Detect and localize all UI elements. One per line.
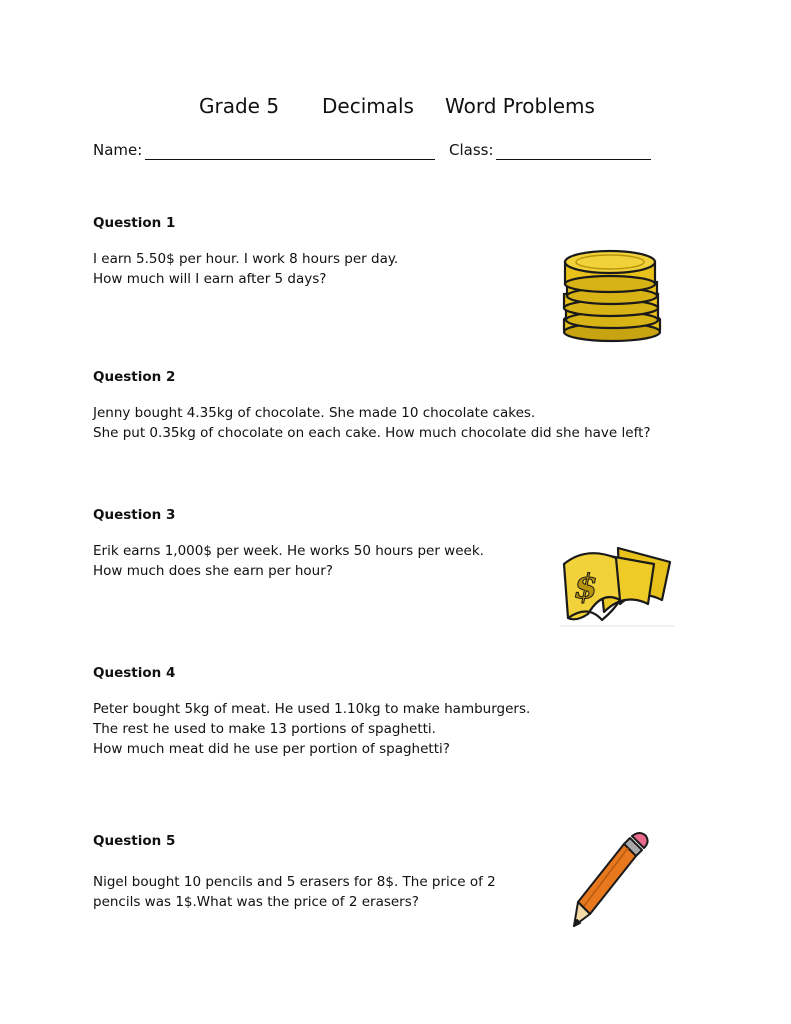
title-kind: Word Problems	[445, 94, 595, 118]
class-label: Class:	[449, 141, 494, 159]
question-5-line: pencils was 1$.What was the price of 2 erasers?	[93, 894, 419, 910]
dollar-symbol: $	[574, 567, 598, 607]
question-1-heading: Question 1	[93, 215, 176, 231]
question-3-text	[93, 541, 484, 581]
question-3-line: How much does she earn per hour?	[93, 563, 333, 579]
question-2-heading: Question 2	[93, 369, 176, 385]
question-2-line: Jenny bought 4.35kg of chocolate. She made 10 chocolate cakes.	[93, 405, 536, 421]
question-4-line: How much meat did he use per portion of spaghetti?	[93, 741, 450, 757]
coin-stack-icon	[560, 248, 665, 346]
pencil-icon	[570, 830, 654, 932]
class-field[interactable]	[496, 159, 651, 160]
question-1-line: How much will I earn after 5 days?	[93, 271, 327, 287]
question-4-text	[93, 699, 530, 759]
question-4-line: The rest he used to make 13 portions of spaghetti.	[93, 721, 436, 737]
question-3-heading: Question 3	[93, 507, 176, 523]
question-5-text	[93, 872, 496, 912]
student-info-row	[93, 141, 693, 165]
question-3-line: Erik earns 1,000$ per week. He works 50 hours per week.	[93, 543, 484, 559]
title-grade: Grade 5	[199, 94, 280, 118]
worksheet-title	[0, 94, 791, 124]
question-4-line: Peter bought 5kg of meat. He used 1.10kg to make hamburgers.	[93, 701, 531, 717]
question-2-text	[93, 403, 651, 443]
question-1-text	[93, 249, 398, 289]
question-4-heading: Question 4	[93, 665, 176, 681]
money-bills-icon	[558, 540, 676, 628]
question-2-line: She put 0.35kg of chocolate on each cake. How much chocolate did she have left?	[93, 425, 651, 441]
question-5-heading: Question 5	[93, 833, 176, 849]
name-field[interactable]	[145, 159, 435, 160]
name-label: Name:	[93, 141, 143, 159]
title-topic: Decimals	[322, 94, 414, 118]
question-5-line: Nigel bought 10 pencils and 5 erasers for 8$. The price of 2	[93, 874, 496, 890]
question-1-line: I earn 5.50$ per hour. I work 8 hours per day.	[93, 251, 399, 267]
